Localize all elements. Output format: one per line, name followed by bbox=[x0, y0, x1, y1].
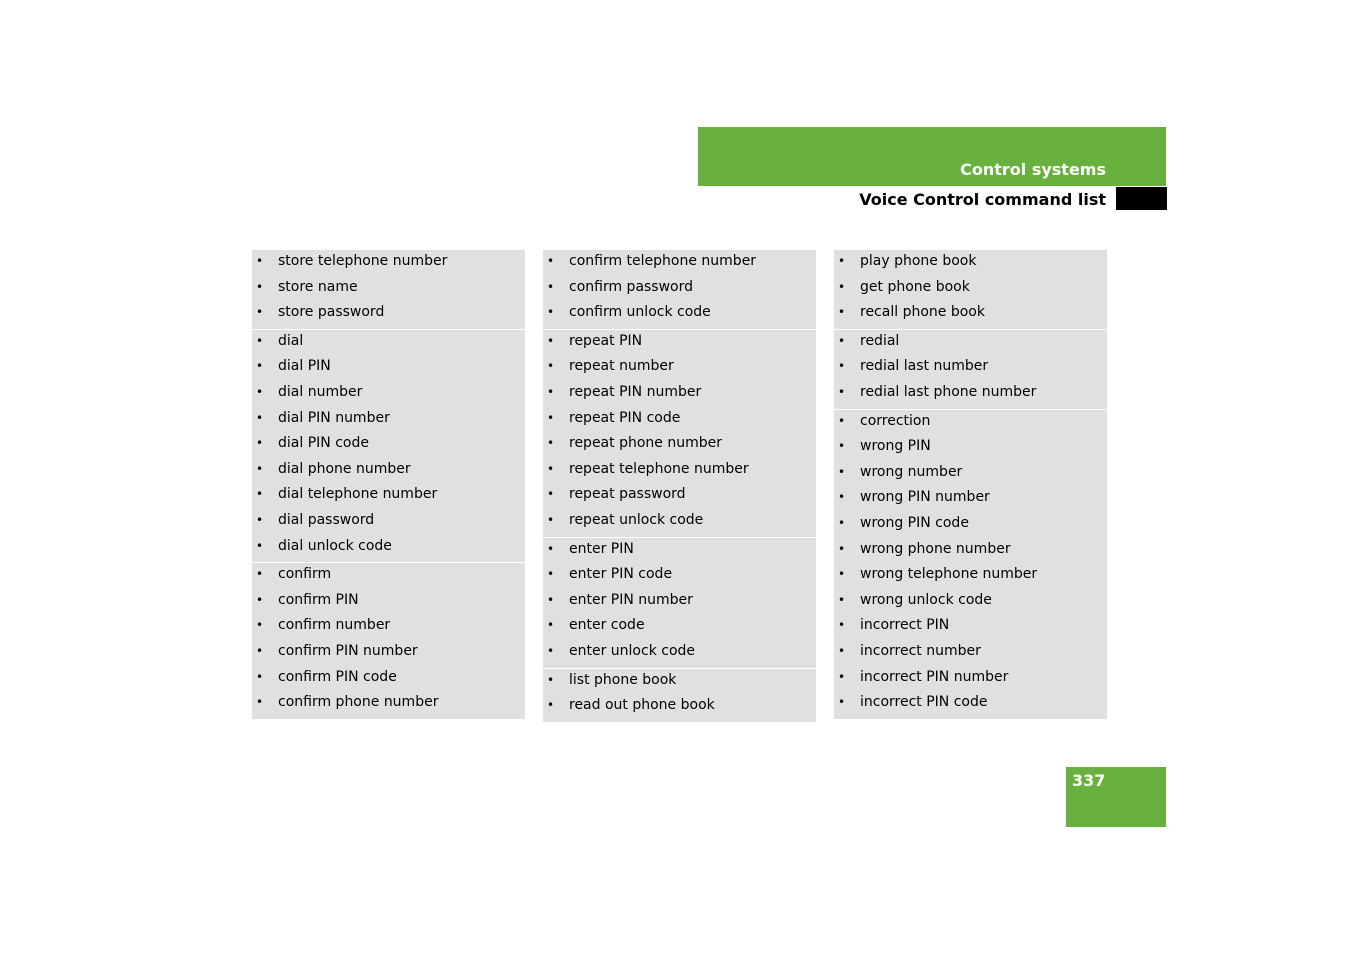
bullet-icon: • bbox=[256, 695, 264, 710]
list-item bbox=[543, 330, 816, 356]
list-item bbox=[834, 691, 1107, 717]
bullet-icon: • bbox=[256, 279, 264, 294]
bullet-icon: • bbox=[547, 279, 555, 294]
command-text: dial telephone number bbox=[278, 486, 438, 503]
bullet-icon: • bbox=[838, 695, 846, 710]
command-text: wrong number bbox=[860, 463, 963, 480]
command-text: enter unlock code bbox=[569, 642, 696, 659]
command-column-3 bbox=[834, 250, 1107, 720]
command-text: repeat PIN bbox=[569, 332, 643, 349]
list-item bbox=[834, 381, 1107, 407]
command-text: store password bbox=[278, 304, 385, 321]
list-item bbox=[252, 640, 525, 666]
bullet-icon: • bbox=[547, 410, 555, 425]
command-text: incorrect number bbox=[860, 642, 981, 659]
command-text: wrong telephone number bbox=[860, 566, 1038, 583]
command-text: confirm PIN code bbox=[278, 668, 397, 685]
list-item bbox=[252, 276, 525, 302]
bullet-icon: • bbox=[838, 254, 846, 268]
command-text: dial PIN number bbox=[278, 409, 390, 426]
command-text: dial PIN bbox=[278, 358, 331, 375]
command-text: repeat PIN number bbox=[569, 383, 702, 400]
command-text: wrong unlock code bbox=[860, 591, 992, 608]
list-item bbox=[543, 483, 816, 509]
command-text: redial bbox=[860, 332, 900, 349]
bullet-icon: • bbox=[256, 436, 264, 451]
list-item bbox=[252, 250, 525, 276]
bullet-icon: • bbox=[256, 618, 264, 633]
bullet-icon: • bbox=[838, 490, 846, 505]
list-item bbox=[834, 666, 1107, 692]
bullet-icon: • bbox=[838, 669, 846, 684]
list-item bbox=[834, 538, 1107, 564]
command-text: confirm password bbox=[569, 278, 694, 295]
thumb-tab-marker bbox=[1116, 187, 1167, 210]
bullet-icon: • bbox=[256, 461, 264, 476]
command-text: dial number bbox=[278, 383, 363, 400]
bullet-icon: • bbox=[256, 410, 264, 425]
page-number-box bbox=[1066, 767, 1166, 827]
list-item bbox=[252, 691, 525, 717]
bullet-icon: • bbox=[838, 643, 846, 658]
command-text: confirm telephone number bbox=[569, 253, 757, 269]
command-text: enter PIN bbox=[569, 540, 634, 557]
list-item bbox=[543, 432, 816, 458]
bullet-icon: • bbox=[547, 618, 555, 633]
bullet-icon: • bbox=[547, 672, 555, 687]
bullet-icon: • bbox=[838, 439, 846, 454]
command-text: incorrect PIN bbox=[860, 617, 950, 634]
list-item bbox=[252, 301, 525, 327]
list-item bbox=[252, 330, 525, 356]
bullet-icon: • bbox=[838, 541, 846, 556]
command-text: incorrect PIN number bbox=[860, 668, 1009, 685]
bullet-icon: • bbox=[547, 384, 555, 399]
command-text: play phone book bbox=[860, 253, 977, 269]
command-text: incorrect PIN code bbox=[860, 694, 988, 711]
command-column-2 bbox=[543, 250, 816, 723]
list-item bbox=[252, 483, 525, 509]
list-item bbox=[543, 694, 816, 720]
command-text: enter code bbox=[569, 617, 645, 634]
bullet-icon: • bbox=[547, 541, 555, 556]
bullet-icon: • bbox=[838, 413, 846, 428]
command-text: get phone book bbox=[860, 278, 970, 295]
bullet-icon: • bbox=[838, 464, 846, 479]
bullet-icon: • bbox=[547, 698, 555, 713]
command-text: repeat phone number bbox=[569, 435, 722, 452]
list-item bbox=[834, 614, 1107, 640]
command-group bbox=[252, 563, 525, 719]
subsection-title: Voice Control command list bbox=[859, 190, 1106, 209]
bullet-icon: • bbox=[256, 643, 264, 658]
bullet-icon: • bbox=[838, 333, 846, 348]
list-item bbox=[543, 538, 816, 564]
command-text: wrong PIN code bbox=[860, 514, 969, 531]
page-number: 337 bbox=[1072, 771, 1106, 790]
command-group bbox=[543, 330, 816, 537]
list-item bbox=[834, 435, 1107, 461]
command-text: dial bbox=[278, 332, 304, 349]
command-text: repeat number bbox=[569, 358, 674, 375]
command-text: enter PIN code bbox=[569, 566, 673, 583]
command-group bbox=[543, 250, 816, 329]
command-text: wrong PIN bbox=[860, 438, 931, 455]
bullet-icon: • bbox=[256, 512, 264, 527]
command-group bbox=[834, 250, 1107, 329]
bullet-icon: • bbox=[547, 333, 555, 348]
bullet-icon: • bbox=[838, 279, 846, 294]
list-item bbox=[252, 535, 525, 561]
command-text: dial unlock code bbox=[278, 537, 392, 554]
command-text: dial password bbox=[278, 511, 375, 528]
list-item bbox=[834, 640, 1107, 666]
bullet-icon: • bbox=[838, 592, 846, 607]
bullet-icon: • bbox=[547, 567, 555, 582]
list-item bbox=[834, 589, 1107, 615]
bullet-icon: • bbox=[547, 305, 555, 320]
bullet-icon: • bbox=[547, 643, 555, 658]
list-item bbox=[543, 563, 816, 589]
list-item bbox=[543, 381, 816, 407]
command-column-1 bbox=[252, 250, 525, 720]
list-item bbox=[834, 461, 1107, 487]
command-text: confirm phone number bbox=[278, 694, 439, 711]
command-group bbox=[252, 330, 525, 562]
bullet-icon: • bbox=[838, 618, 846, 633]
bullet-icon: • bbox=[547, 512, 555, 527]
command-text: confirm PIN bbox=[278, 591, 359, 608]
command-text: repeat password bbox=[569, 486, 686, 503]
bullet-icon: • bbox=[256, 487, 264, 502]
bullet-icon: • bbox=[256, 384, 264, 399]
command-text: store telephone number bbox=[278, 253, 448, 269]
bullet-icon: • bbox=[256, 254, 264, 268]
list-item bbox=[834, 512, 1107, 538]
bullet-icon: • bbox=[838, 305, 846, 320]
command-text: repeat unlock code bbox=[569, 511, 704, 528]
list-item bbox=[543, 407, 816, 433]
bullet-icon: • bbox=[838, 515, 846, 530]
list-item bbox=[543, 640, 816, 666]
command-text: dial phone number bbox=[278, 460, 411, 477]
list-item bbox=[543, 276, 816, 302]
list-item bbox=[543, 669, 816, 695]
list-item bbox=[834, 301, 1107, 327]
list-item bbox=[252, 509, 525, 535]
list-item bbox=[543, 614, 816, 640]
bullet-icon: • bbox=[256, 669, 264, 684]
command-text: wrong phone number bbox=[860, 540, 1011, 557]
command-text: redial last phone number bbox=[860, 383, 1037, 400]
bullet-icon: • bbox=[256, 333, 264, 348]
command-text: confirm number bbox=[278, 617, 391, 634]
bullet-icon: • bbox=[838, 384, 846, 399]
command-group bbox=[834, 410, 1107, 719]
bullet-icon: • bbox=[547, 461, 555, 476]
list-item bbox=[543, 509, 816, 535]
list-item bbox=[252, 432, 525, 458]
bullet-icon: • bbox=[256, 538, 264, 553]
command-text: wrong PIN number bbox=[860, 489, 990, 506]
command-text: confirm bbox=[278, 566, 332, 583]
bullet-icon: • bbox=[256, 567, 264, 582]
section-title: Control systems bbox=[960, 160, 1106, 179]
list-item bbox=[834, 330, 1107, 356]
list-item bbox=[252, 563, 525, 589]
list-item bbox=[834, 276, 1107, 302]
list-item bbox=[252, 666, 525, 692]
list-item bbox=[252, 614, 525, 640]
list-item bbox=[252, 407, 525, 433]
command-text: redial last number bbox=[860, 358, 989, 375]
bullet-icon: • bbox=[547, 592, 555, 607]
list-item bbox=[543, 355, 816, 381]
list-item bbox=[252, 589, 525, 615]
command-text: read out phone book bbox=[569, 697, 715, 714]
command-text: recall phone book bbox=[860, 304, 985, 321]
list-item bbox=[543, 458, 816, 484]
bullet-icon: • bbox=[547, 254, 555, 268]
command-text: repeat telephone number bbox=[569, 460, 749, 477]
list-item bbox=[834, 486, 1107, 512]
list-item bbox=[543, 589, 816, 615]
bullet-icon: • bbox=[838, 567, 846, 582]
list-item bbox=[543, 250, 816, 276]
list-item bbox=[543, 301, 816, 327]
list-item bbox=[834, 563, 1107, 589]
command-text: list phone book bbox=[569, 671, 677, 688]
command-text: repeat PIN code bbox=[569, 409, 681, 426]
bullet-icon: • bbox=[547, 487, 555, 502]
bullet-icon: • bbox=[547, 436, 555, 451]
list-item bbox=[252, 381, 525, 407]
command-group bbox=[543, 538, 816, 668]
bullet-icon: • bbox=[256, 592, 264, 607]
command-text: confirm PIN number bbox=[278, 642, 418, 659]
command-group bbox=[543, 669, 816, 722]
command-group bbox=[252, 250, 525, 329]
command-text: dial PIN code bbox=[278, 435, 369, 452]
list-item bbox=[252, 355, 525, 381]
command-text: store name bbox=[278, 278, 358, 295]
list-item bbox=[834, 250, 1107, 276]
command-group bbox=[834, 330, 1107, 409]
bullet-icon: • bbox=[547, 359, 555, 374]
bullet-icon: • bbox=[256, 359, 264, 374]
bullet-icon: • bbox=[256, 305, 264, 320]
list-item bbox=[252, 458, 525, 484]
command-text: correction bbox=[860, 412, 931, 429]
command-text: enter PIN number bbox=[569, 591, 693, 608]
bullet-icon: • bbox=[838, 359, 846, 374]
command-text: confirm unlock code bbox=[569, 304, 711, 321]
list-item bbox=[834, 355, 1107, 381]
list-item bbox=[834, 410, 1107, 436]
